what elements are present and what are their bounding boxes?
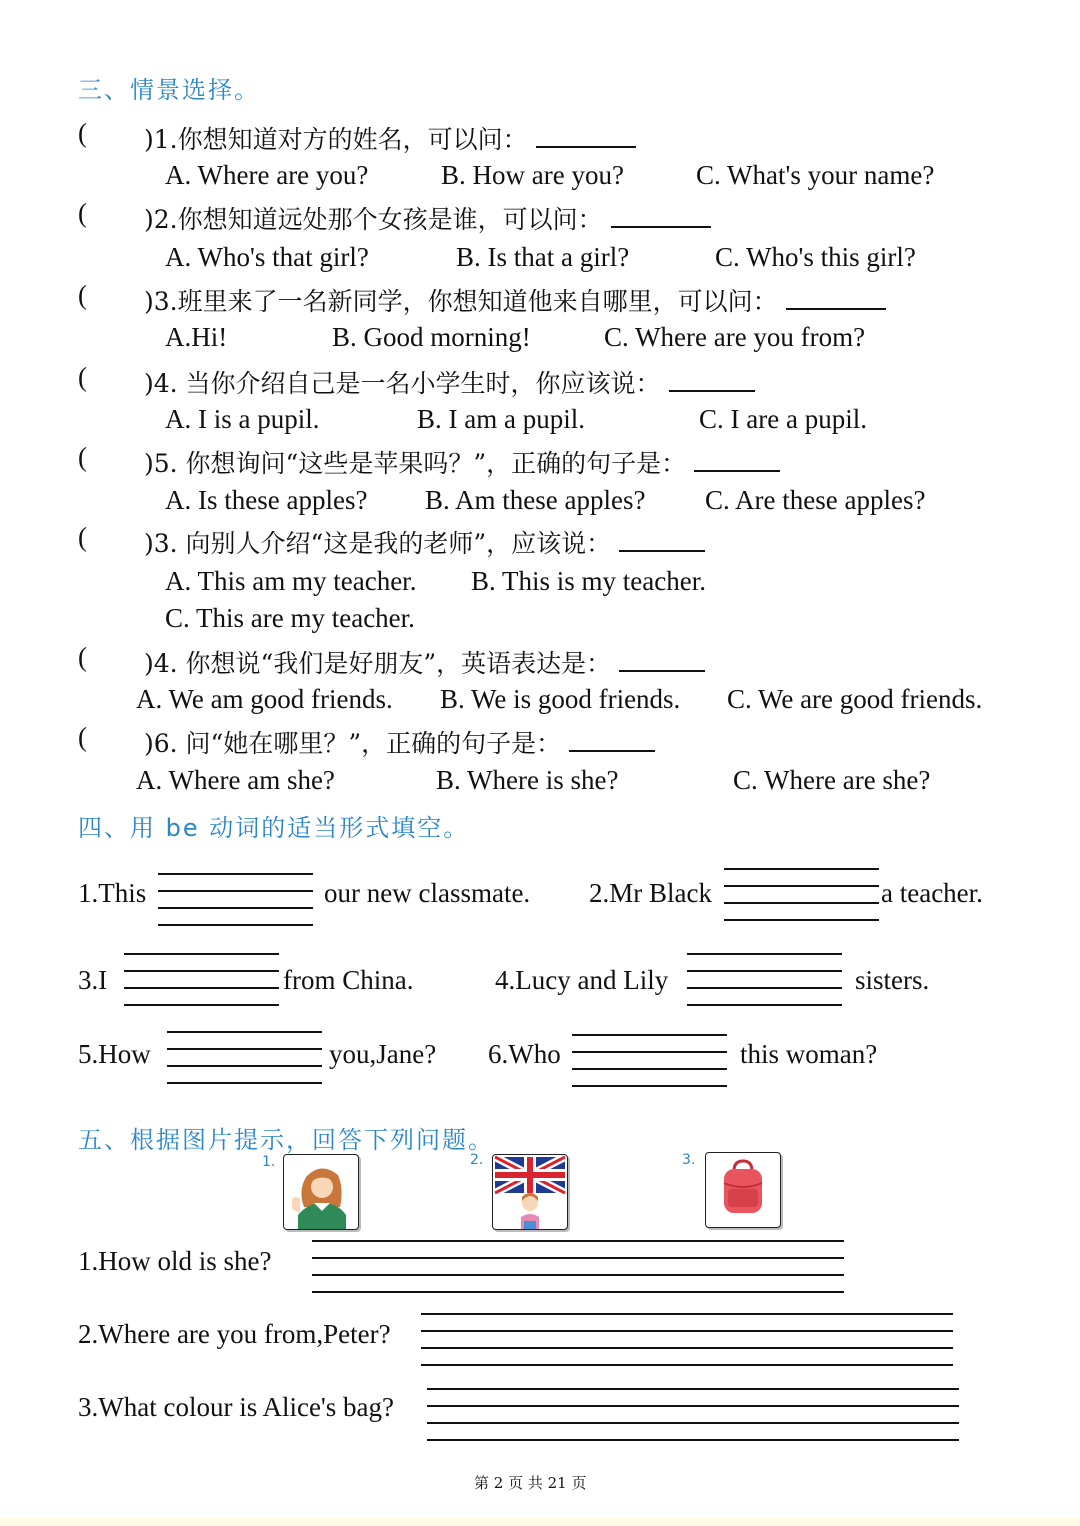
answer-blank[interactable]	[611, 204, 711, 228]
section3-heading: 三、情景选择。	[78, 76, 260, 104]
option-c[interactable]: C. Where are you from?	[604, 322, 866, 352]
question-text: )4. 当你介绍自己是一名小学生时，你应该说：	[144, 369, 661, 398]
page-bottom-band	[0, 1518, 1080, 1526]
answer-blank[interactable]	[786, 286, 886, 310]
question-prompt	[144, 724, 655, 760]
option-a[interactable]: A. Where are you?	[165, 160, 369, 190]
option-a[interactable]: A.Hi!	[165, 322, 228, 352]
question-text: )4. 你想说“我们是好朋友”，英语表达是：	[144, 649, 612, 678]
option-a[interactable]: A. Is these apples?	[165, 485, 368, 515]
uk-flag-boy-icon	[492, 1154, 568, 1230]
question-prompt	[144, 282, 886, 318]
question-text: )3.班里来了一名新同学，你想知道他来自哪里，可以问：	[144, 287, 778, 316]
question-prompt	[144, 524, 705, 560]
answer-blank[interactable]	[619, 528, 705, 552]
option-b[interactable]: B. Good morning!	[332, 322, 531, 352]
option-a[interactable]: A. I is a pupil.	[165, 404, 320, 434]
answer-lines-3[interactable]	[427, 1388, 959, 1442]
picture-1-number: 1.	[262, 1154, 276, 1170]
fill-blank-4[interactable]	[687, 953, 842, 1007]
question-text: )5. 你想询问“这些是苹果吗？”，正确的句子是：	[144, 449, 687, 478]
answer-question-3: 3.What colour is Alice's bag?	[78, 1392, 395, 1422]
question-text: )2.你想知道远处那个女孩是谁，可以问：	[144, 205, 603, 234]
question-prompt	[144, 444, 780, 480]
fill-item-3-before: 3.I	[78, 965, 108, 995]
section5-heading: 五、根据图片提示，回答下列问题。	[78, 1126, 494, 1154]
picture-3-number: 3.	[682, 1152, 696, 1168]
section4-heading: 四、用 be 动词的适当形式填空。	[78, 814, 470, 842]
fill-blank-2[interactable]	[724, 868, 879, 922]
option-b[interactable]: B. This is my teacher.	[471, 566, 706, 596]
fill-item-2-after: a teacher.	[881, 878, 983, 908]
answer-question-2: 2.Where are you from,Peter?	[78, 1319, 391, 1349]
red-bag-icon	[705, 1152, 781, 1228]
girl-waving-icon	[283, 1154, 359, 1230]
answer-paren[interactable]: (	[78, 722, 87, 752]
option-a[interactable]: A. Who's that girl?	[165, 242, 369, 272]
question-text: )1.你想知道对方的姓名，可以问：	[144, 125, 528, 154]
answer-paren[interactable]: (	[78, 198, 87, 228]
fill-item-3-after: from China.	[283, 965, 414, 995]
question-prompt	[144, 120, 636, 156]
answer-blank[interactable]	[569, 728, 655, 752]
option-a[interactable]: A. This am my teacher.	[165, 566, 417, 596]
answer-paren[interactable]: (	[78, 642, 87, 672]
answer-paren[interactable]: (	[78, 522, 87, 552]
fill-item-2-before: 2.Mr Black	[589, 878, 712, 908]
answer-lines-2[interactable]	[421, 1313, 953, 1367]
answer-paren[interactable]: (	[78, 362, 87, 392]
page-footer: 第 2 页 共 21 页	[474, 1474, 587, 1492]
answer-blank[interactable]	[619, 648, 705, 672]
answer-blank[interactable]	[669, 368, 755, 392]
picture-2-number: 2.	[470, 1152, 484, 1168]
option-c[interactable]: C. Who's this girl?	[715, 242, 916, 272]
question-prompt	[144, 200, 711, 236]
option-c[interactable]: C. What's your name?	[696, 160, 935, 190]
fill-blank-6[interactable]	[572, 1034, 727, 1088]
fill-item-4-after: sisters.	[855, 965, 930, 995]
answer-blank[interactable]	[694, 448, 780, 472]
question-text: )6. 问“她在哪里？”，正确的句子是：	[144, 729, 562, 758]
fill-blank-1[interactable]	[158, 873, 313, 927]
option-b[interactable]: B. Is that a girl?	[456, 242, 630, 272]
answer-paren[interactable]: (	[78, 280, 87, 310]
question-prompt	[144, 644, 705, 680]
option-b[interactable]: B. How are you?	[441, 160, 624, 190]
option-c[interactable]: C. This are my teacher.	[165, 603, 415, 633]
answer-blank[interactable]	[536, 124, 636, 148]
fill-item-6-before: 6.Who	[488, 1039, 561, 1069]
fill-item-6-after: this woman?	[740, 1039, 878, 1069]
fill-item-1-before: 1.This	[78, 878, 147, 908]
question-text: )3. 向别人介绍“这是我的老师”，应该说：	[144, 529, 612, 558]
option-b[interactable]: B. Am these apples?	[425, 485, 646, 515]
fill-blank-5[interactable]	[167, 1031, 322, 1085]
option-c[interactable]: C. Are these apples?	[705, 485, 926, 515]
question-prompt	[144, 364, 755, 400]
option-b[interactable]: B. I am a pupil.	[417, 404, 585, 434]
option-c[interactable]: C. I are a pupil.	[699, 404, 867, 434]
option-c[interactable]: C. We are good friends.	[727, 684, 983, 714]
answer-question-1: 1.How old is she?	[78, 1246, 272, 1276]
fill-blank-3[interactable]	[124, 953, 279, 1007]
answer-lines-1[interactable]	[312, 1240, 844, 1294]
fill-item-5-before: 5.How	[78, 1039, 151, 1069]
answer-paren[interactable]: (	[78, 118, 87, 148]
option-c[interactable]: C. Where are she?	[733, 765, 931, 795]
fill-item-4-before: 4.Lucy and Lily	[495, 965, 669, 995]
answer-paren[interactable]: (	[78, 442, 87, 472]
fill-item-1-after: our new classmate.	[324, 878, 531, 908]
option-a[interactable]: A. We am good friends.	[136, 684, 393, 714]
fill-item-5-after: you,Jane?	[329, 1039, 437, 1069]
option-a[interactable]: A. Where am she?	[136, 765, 335, 795]
option-b[interactable]: B. Where is she?	[436, 765, 619, 795]
option-b[interactable]: B. We is good friends.	[440, 684, 681, 714]
